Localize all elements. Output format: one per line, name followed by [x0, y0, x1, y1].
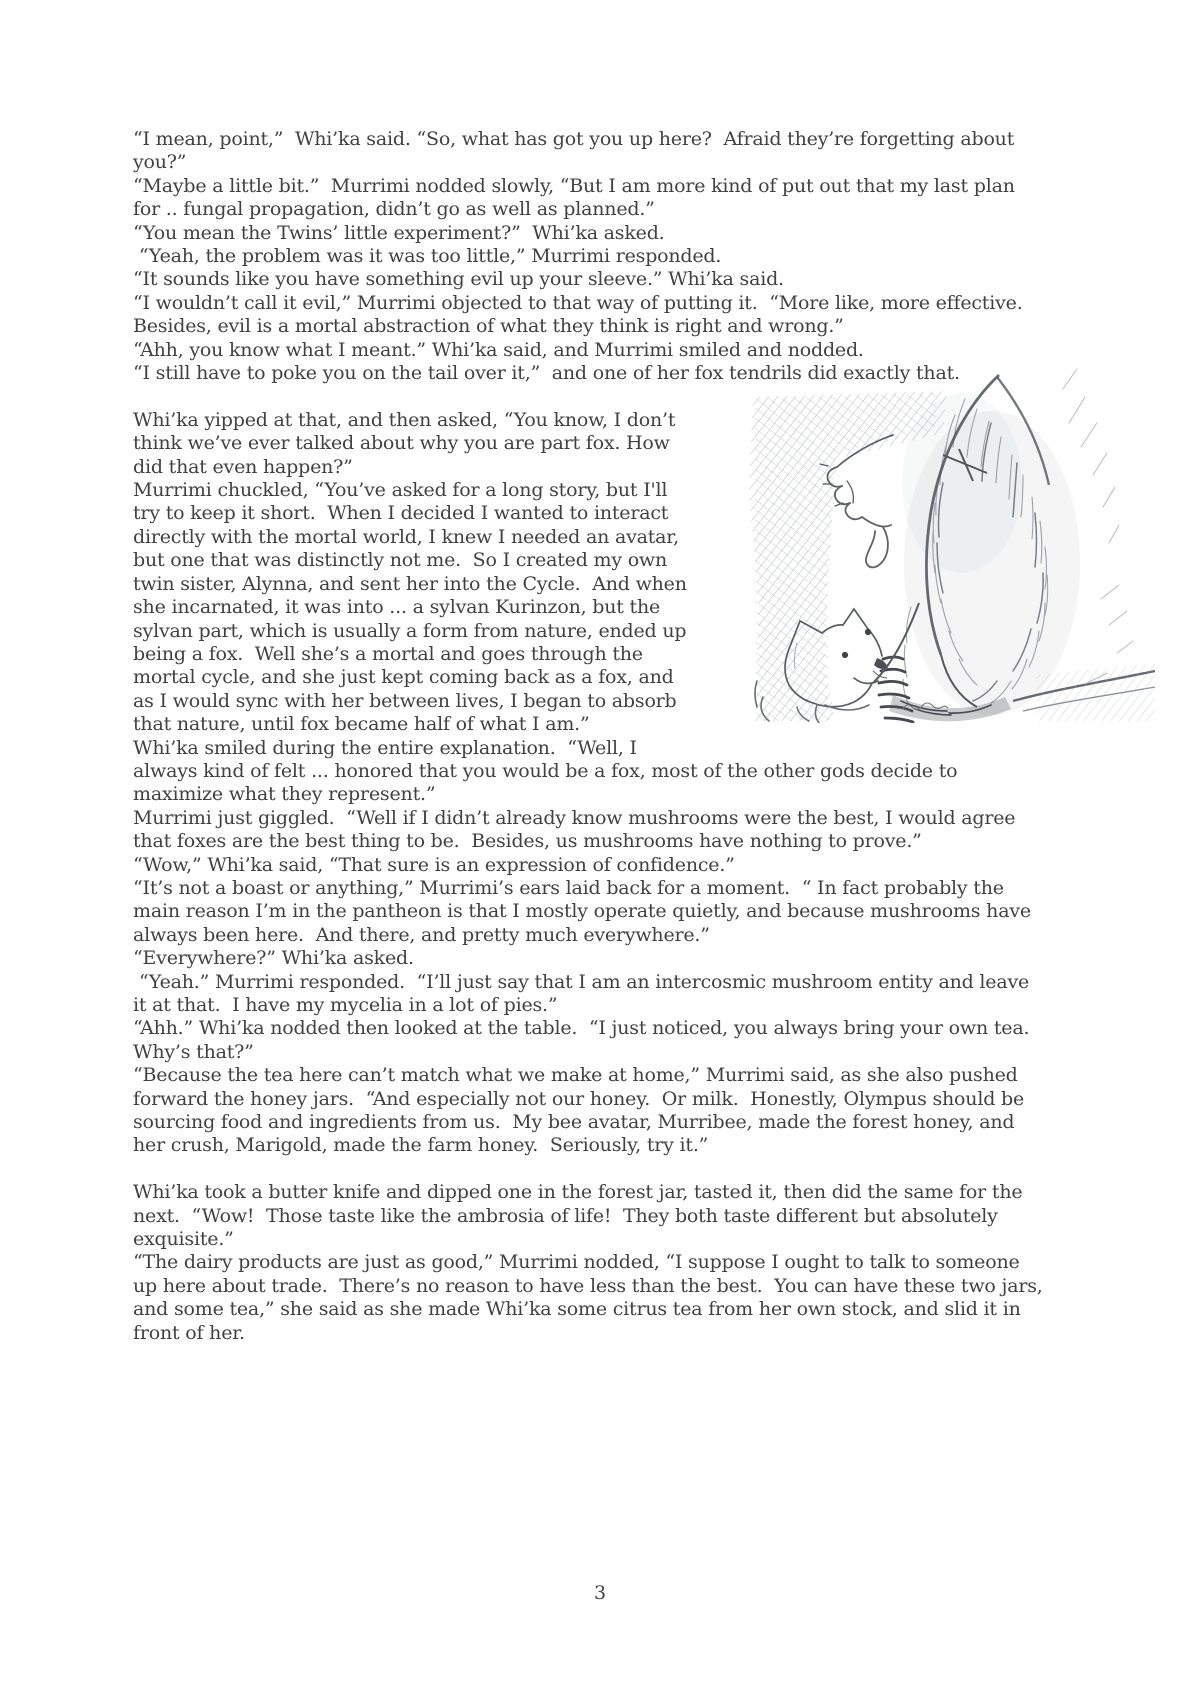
text-line: “The dairy products are just as good,” Murrimi nodded, “I suppose I ought to talk to someone up here about trade. There’s no reason to have less than the best. You can have these two jars, and some tea,” she said as she made Whi’ka some citrus tea from her own stock, and slid it in front of her. — [133, 1251, 1049, 1344]
text-line: “Wow,” Whi’ka said, “That sure is an expression of confidence.” — [133, 853, 735, 876]
text-line: “You mean the Twins’ little experiment?” Whi’ka asked. — [133, 221, 665, 244]
text-line: “Yeah, the problem was it was too little,” Murrimi responded. — [133, 245, 722, 268]
text-line: Whi’ka yipped at that, and then asked, “You know, I don’t think we’ve ever talked about why you are part fox. How did that even happen?” — [133, 408, 682, 478]
text-line: “Maybe a little bit.” Murrimi nodded slowly, “But I am more kind of put out that my last plan for .. fungal propagation, didn’t go as well as planned.” — [133, 174, 1021, 221]
text-line: “Ahh, you know what I meant.” Whi’ka said, and Murrimi smiled and nodded. — [133, 338, 864, 361]
text-line: “I still have to poke you on the tail over it,” and one of her fox tendrils did exactly that. — [133, 362, 960, 385]
text-line: “Everywhere?” Whi’ka asked. — [133, 947, 414, 970]
paragraph — [133, 1181, 1049, 1345]
paragraph — [133, 409, 1045, 1158]
text-line: “It sounds like you have something evil up your sleeve.” Whi’ka said. — [133, 268, 784, 291]
page-number: 3 — [593, 1582, 607, 1604]
text-line: Murrimi chuckled, “You’ve asked for a long story, but I'll try to keep it short. When I decided I wanted to interact directly with the mortal world, I knew I needed an avatar, but one that was distinctly not me. So I created my own twin sister, Alynna, and sent her into the Cycle. And when she incarnated, it was into ... a sylvan Kurinzon, but the sylvan part, which is usually a form from nature, ended up being a fox. Well she’s a mortal and goes through the mortal cycle, and she just kept coming back as a fox, and as I would sync with her between lives, I began to absorb that nature, until fox became half of what I am.” — [133, 479, 693, 736]
page-content — [133, 128, 1049, 1345]
fox-sketch-illustration — [697, 363, 1155, 723]
text-line: “Because the tea here can’t match what we make at home,” Murrimi said, as she also pushed forward the honey jars. “And especially not our honey. Or milk. Honestly, Olympus should be sourcing food and ingredients from us. My bee avatar, Murribee, made the forest honey, and her crush, Marigold, made the farm honey. Seriously, try it.” — [133, 1064, 1030, 1157]
text-line: Whi’ka smiled during the entire explanation. “Well, I always kind of felt ... honored that you would be a fox, most of the other gods decide to maximize what they represent.” — [133, 736, 964, 806]
story-text — [133, 128, 1049, 1345]
text-line: Whi’ka took a butter knife and dipped one in the forest jar, tasted it, then did the same for the next. “Wow! Those taste like the ambrosia of life! They both taste different but absolutely exquisite.” — [133, 1181, 1029, 1251]
text-line: Murrimi just giggled. “Well if I didn’t already know mushrooms were the best, I would agree that foxes are the best thing to be. Besides, us mushrooms have nothing to prove.” — [133, 806, 1022, 853]
text-line: “I wouldn’t call it evil,” Murrimi objected to that way of putting it. “More like, more effective. Besides, evil is a mortal abstraction of what they think is right and wrong.” — [133, 291, 1035, 338]
text-line: “Yeah.” Murrimi responded. “I’ll just say that I am an intercosmic mushroom entity and leave it at that. I have my mycelia in a lot of pies.” — [133, 970, 1035, 1017]
text-line: “Ahh.” Whi’ka nodded then looked at the table. “I just noticed, you always bring your own tea. Why’s that?” — [133, 1017, 1041, 1063]
text-line: “I mean, point,” Whi’ka said. “So, what has got you up here? Afraid they’re forgetting about you?” — [133, 128, 1021, 174]
paragraph — [133, 128, 1045, 385]
text-line: “It’s not a boast or anything,” Murrimi’s ears laid back for a moment. “ In fact probably the main reason I’m in the pantheon is that I mostly operate quietly, and because mushrooms have always been here. And there, and pretty much everywhere.” — [133, 876, 1037, 946]
pencil-sketch-svg — [697, 363, 1155, 723]
